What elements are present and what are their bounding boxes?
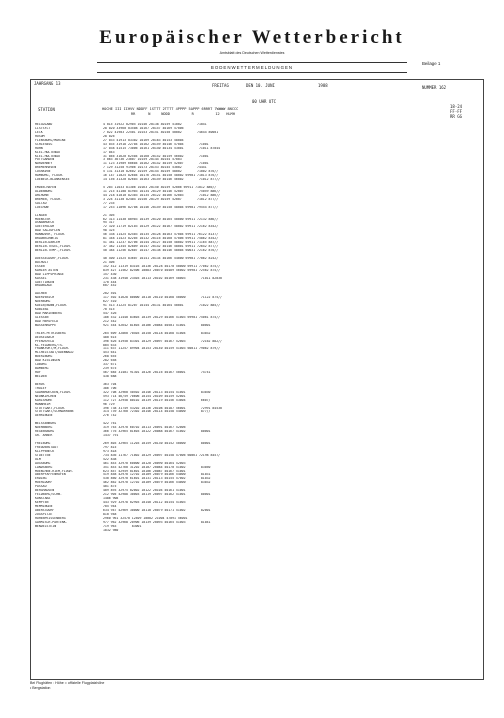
- station-name: KONSTANZ: [35, 497, 51, 501]
- station-name: COBURG: [35, 363, 47, 367]
- station-data: 623 857 42959 01601 10106 20087 40167 51001: [103, 469, 186, 473]
- station-data: 231 438 31940 23403 10113 20102 40169 58003 71011 82030: [103, 276, 222, 280]
- station-data: 409 893 32975 02002 10122 20104 40161 51001: [103, 489, 186, 493]
- station-data: 17 038 41515 73006 10161 20140 40134 53001 71011 87044: [103, 146, 221, 150]
- station-data: 202 501: [103, 292, 117, 296]
- code-header-1: HOCHE III IIHVV NDDFF 1STTT 2TTTT 4PPPP 5APPP 6RRRT 7WWWW 8NCCC: [102, 107, 239, 111]
- station-name: OBERPFAFFENHOFEN: [35, 473, 66, 477]
- section-rule: [97, 72, 407, 73]
- station-name: NEUNKIRCHEN: [35, 394, 57, 398]
- top-rule: [97, 62, 407, 63]
- station-data: 5 131 31310 82602 10159 20154 40159 58002 71002 876//: [103, 170, 219, 174]
- station-name: NUERBURG: [35, 300, 51, 304]
- station-name: MICHELSTADT/ODENWALD: [35, 351, 74, 355]
- station-data: 96 729: [103, 402, 115, 406]
- station-name: HUSUM: [35, 134, 45, 138]
- station-data: 627 510: [103, 300, 117, 304]
- station-data: 607 452: [103, 284, 117, 288]
- station-data: 522 838: [103, 457, 117, 461]
- station-data: 31 046 31620 62504 10160 20152 40159 56002 71001: [103, 154, 209, 158]
- station-data: 3 224 31130 82404 10156 20129 40159 52007 71012 877//: [103, 197, 219, 201]
- station-data: 567 685 31401 91301 10126 20116 40167 50001 74741: [103, 371, 211, 375]
- station-data: 21 305: [103, 213, 115, 217]
- station-data: 268 655: [103, 355, 117, 359]
- station-name: HOF: [35, 371, 41, 375]
- footer-notes: [30, 681, 104, 691]
- station-data: 337 671: [103, 363, 117, 367]
- station-data: 366 776 32965 01603 10122 20088 40167 51002 80001: [103, 430, 211, 434]
- station-data: 14 156 31320 82603 10163 20149 40146 56002 71012 877//: [103, 178, 221, 182]
- station-name: AUGSBURG: [35, 461, 51, 465]
- station-data: 186 532 11440 83603 10139 20129 40166 51003 69901 75061 875//: [103, 315, 221, 319]
- station-data: 170 444: [103, 280, 117, 284]
- station-data: 797 815: [103, 445, 117, 449]
- station-data: 70 515: [103, 308, 115, 312]
- station-data: 112 727 32958 80102 10139 20119 40156 53004 6607/: [103, 398, 211, 402]
- station-data: 239 675: [103, 367, 117, 371]
- station-data: 17 253 11096 82708 10146 20149 40150 58004 69901 79554 877//: [103, 205, 219, 209]
- station-name: WENDELSTEIN: [35, 524, 57, 528]
- station-name: ULM: [35, 457, 41, 461]
- station-name: OLDENBURG: [35, 189, 53, 193]
- date: DEN 10. JUNI: [246, 83, 275, 88]
- station-name: PFERDSFELD: [35, 339, 55, 343]
- station-name: [35, 529, 103, 533]
- station-name: GR. ARBER: [35, 434, 53, 438]
- weekday: FREITAG: [212, 83, 229, 88]
- station-name: TRIER-PETRISBERG: [35, 331, 66, 335]
- station-name: BAD LIPPSPRINGE: [35, 272, 64, 276]
- beilage-label: Beilage 1: [422, 61, 441, 66]
- station-data: 401 875: [103, 485, 117, 489]
- station-name: EMDEN-HAFEN: [35, 186, 57, 189]
- station-name: KOELN/BONN,FLUGH.: [35, 304, 68, 308]
- table-row: [35, 529, 423, 533]
- station-data: 152 412 11319 83103 10136 20128 40170 50000 69911 77062 875//: [103, 264, 221, 268]
- station-name: FRANKFURT/M,FLUGH.: [35, 347, 70, 351]
- station-table: [35, 123, 423, 533]
- station-name: MEMMINGEN: [35, 504, 53, 508]
- station-name: HAMBURG, FLUGH.: [35, 174, 64, 178]
- right-header-3: RR GG: [450, 114, 463, 119]
- station-data: 396 626 41950 83301 10129 20097 40167 52003 72162 882//: [103, 339, 222, 343]
- station-data: 111 637 11257 89904 10153 20140 40159 51003 60011 79062 879//: [103, 347, 221, 351]
- station-name: HELGOLAND: [35, 123, 53, 126]
- station-data: 21 406: [103, 260, 115, 264]
- station-data: 314 739 32760 72302 10146 20114 40158 54000 877//: [103, 410, 211, 414]
- station-data: 51 381 11237 82706 10144 20127 40150 58002 69911 71165 887//: [103, 241, 219, 245]
- station-data: 734 836 11767 71002 10129 20097 40158 57006 60061 72198 8457/: [103, 453, 221, 457]
- station-data: 1832 980: [103, 528, 119, 532]
- station-name: BERGHAUSEN: [35, 489, 55, 493]
- station-name: BERLIN-TEGEL,FLUGH.: [35, 245, 72, 249]
- station-data: 1437 791: [103, 434, 119, 438]
- station-data: 2960 961 32570 12409 10002 21004 47091 56001: [103, 516, 188, 520]
- station-data: 44 218 41010 82303 10135 20122 40166 52003 71012 886//: [103, 193, 221, 197]
- station-name: SOLTAU: [35, 201, 47, 205]
- station-data: 98 325: [103, 229, 115, 233]
- station-name: STUTTGART/SCHNARRENB: [35, 410, 74, 414]
- station-name: KARLSRUHE: [35, 398, 53, 402]
- station-data: 438 688: [103, 375, 117, 378]
- station-name: MANNHEIM: [35, 402, 51, 406]
- station-name: HOHN: [35, 146, 43, 150]
- station-data: 719 963 83001: [103, 524, 142, 528]
- station-name: KIEL-HOLTENAU: [35, 150, 60, 154]
- station-name: ERDING: [35, 477, 47, 481]
- station-data: 705 944: [103, 504, 117, 508]
- station-data: 91 513 31225 81207 10144 20131 40164 50001 71022 885//: [103, 304, 221, 308]
- station-data: 16 147 11025 82604 10176 20151 40150 58002 69901 71013 876//: [103, 174, 219, 178]
- station-name: STUTTGART,FLUGH.: [35, 406, 66, 410]
- station-name: NORDERNEY: [35, 162, 53, 166]
- station-name: FLENSBURG/MARINE: [35, 138, 66, 142]
- station-name: FREIBURG: [35, 441, 51, 445]
- station-data: 81 348 11423 82205 10132 20116 40160 57006 69911 75862 8352/: [103, 237, 219, 241]
- station-name: LINGEN: [35, 213, 47, 217]
- station-data: 973 818: [103, 449, 117, 453]
- station-name: OEHRINGEN: [35, 414, 53, 418]
- station-name: HANNOVER, FLUGH.: [35, 233, 66, 237]
- station-name: ESSEN: [35, 264, 45, 268]
- station-name: LUECHOW: [35, 205, 49, 209]
- footer-note-mountain: • Bergstation: [30, 686, 51, 690]
- station-data: 117 502 41628 80000 10110 20110 40168 50000 71122 875//: [103, 296, 222, 300]
- issue-number: NUMMER 162: [422, 85, 447, 90]
- station-data: 921 544 52642 81603 10106 20084 40501 51001 80001: [103, 323, 211, 327]
- station-name: BAD KISSINGEN: [35, 359, 60, 363]
- report-title: Europäischer Wetterbericht: [99, 27, 405, 48]
- station-name: AACHEN: [35, 292, 47, 296]
- station-data: 839 427 11562 82506 10083 20070 40489 56002 69901 72562 875//: [103, 268, 221, 272]
- station-data: 72 320 11719 82103 10129 20122 40167 58002 69911 72162 8352/: [103, 225, 219, 229]
- station-data: 810 948: [103, 512, 117, 516]
- station-name: WEIDEN: [35, 375, 47, 378]
- station-name: FELDBERG/SCHW.: [35, 493, 62, 497]
- station-name: THOLEY: [35, 386, 47, 390]
- station-data: 351 853 42760 31202 10107 20084 40170 51002 83050: [103, 465, 211, 469]
- station-name: BERLIN-DAHLEM: [35, 241, 60, 245]
- station-data: 977 962 32968 20906 10139 20093 40165 51003 81041: [103, 520, 211, 524]
- station-data: 3 063 36736 23007 10159 20144 40154 57003: [103, 158, 182, 162]
- station-name: FREUDENSTADT: [35, 445, 59, 449]
- station-name: LANDSBERG: [35, 465, 53, 469]
- station-data: 50 384 11256 82807 10147 20138 40146 58004 60031 72162 876//: [103, 249, 219, 252]
- station-data: 4 015 31922 02905 10146 20138 40159 51002 71041: [103, 123, 207, 126]
- section-title: BODENWETTERMELDUNGEN: [210, 65, 294, 70]
- col-label-station: STATION: [38, 107, 55, 112]
- station-name: STOETTEN: [35, 453, 51, 457]
- report-subtitle: Amtsblatt des Deutschen Wetterdienstes: [219, 51, 285, 55]
- station-name: OSNABRUECK: [35, 221, 55, 225]
- station-name: PUTTGARDEN: [35, 158, 55, 162]
- station-data: 11 123 31909 60604 10162 20142 40159 52007 71001: [103, 162, 209, 166]
- station-data: 28 020 33960 03508 10167 20157 40169 57006: [103, 126, 184, 130]
- station-data: 443 929 32978 02903 10140 20112 40154 51003: [103, 501, 186, 504]
- station-name: BAD MARIENBERG: [35, 312, 62, 315]
- station-name: DUESSELDORF,FLUGH.: [35, 256, 70, 260]
- station-name: BREMERHAVEN: [35, 166, 57, 170]
- station-name: MUENCHEN-RIEM,FLUGH.: [35, 469, 74, 473]
- station-data: 593 714 46/59 70606 10154 20109 40159 52001: [103, 394, 186, 398]
- station-name: SAARBRUECKEN,FLUGH.: [35, 390, 72, 394]
- station-name: KOBLENZ: [35, 308, 49, 312]
- station-name: PASSAU: [35, 485, 47, 489]
- station-data: 157 430: [103, 272, 117, 276]
- right-header-2: FF-FF: [450, 109, 463, 114]
- year: 1988: [318, 83, 328, 88]
- station-name: ZUGSPITZE: [35, 512, 53, 516]
- station-data: 453 641: [103, 351, 117, 355]
- station-name: CUXHAVEN: [35, 170, 51, 174]
- station-name: LECK: [35, 130, 43, 134]
- station-name: KAHLER ASTEN: [35, 268, 59, 272]
- station-name: SCHLESWIG: [35, 142, 53, 146]
- station-name: HOHENPEISSENBERG: [35, 516, 66, 520]
- station-name: GIESSEN: [35, 315, 49, 319]
- station-data: 530 860 32970 61601 10131 20113 40155 57002 81032: [103, 477, 211, 481]
- station-name: AHLHORN: [35, 193, 49, 197]
- station-name: KLIPPENECK: [35, 449, 55, 453]
- station-name: DEUSELBACH: [35, 335, 55, 339]
- station-data: 269 803 32965 11203 10159 20130 40152 50000 80001: [103, 441, 211, 445]
- station-data: 363 704: [103, 382, 117, 386]
- station-data: 480 615: [103, 335, 117, 339]
- station-data: 322 708 32960 50502 10146 20113 40154 51001 83030: [103, 390, 211, 394]
- station-data: 28 026: [103, 134, 115, 138]
- station-name: BERLIN-TEMP.,FLUGH.: [35, 249, 72, 252]
- station-data: 56 338 11425 82403 10135 20128 40163 57004 69911 76122 8137/: [103, 233, 219, 237]
- station-name: BAD HERSFELD: [35, 319, 59, 323]
- station-name: WASSERKUPPE: [35, 323, 57, 327]
- station-name: NOERVENICH: [35, 296, 55, 300]
- station-data: 634 947 42969 30000 10110 20079 40171 51002 82001: [103, 508, 211, 512]
- station-data: 77 235: [103, 201, 115, 205]
- station-name: LISTSYLT: [35, 126, 51, 130]
- station-data: 212 905 42988 30003 10119 20097 40162 51001 80001: [103, 493, 211, 497]
- station-data: 43 035 31918 22704 10162 20159 40146 57004 71001: [103, 142, 209, 146]
- station-name: KIEL-HOLTENAU: [35, 154, 60, 158]
- station-name: MUEHLDORF: [35, 481, 53, 485]
- jahrgang: JAHRGANG 13: [34, 81, 61, 86]
- station-name: BRAUNLAGE: [35, 284, 53, 288]
- station-data: 265 609 32860 70403 10150 20118 40168 51004 83032: [103, 331, 211, 335]
- station-data: 805 633: [103, 343, 117, 347]
- station-data: 212 542: [103, 319, 117, 323]
- station-name: MUENSTER: [35, 217, 51, 221]
- station-data: 276 742: [103, 414, 117, 418]
- station-data: 7 129 31250 91906 10173 20153 40145 53002 74441: [103, 166, 207, 170]
- station-name: KL.FELDBERG/TS.: [35, 343, 64, 347]
- station-name: BAD SALZUFLEN: [35, 229, 60, 233]
- station-name: REGENSBURG: [35, 430, 55, 434]
- station-name: KASSEL: [35, 276, 47, 280]
- station-data: 422 761: [103, 422, 117, 426]
- station-data: 461 853 32970 60000 10120 20090 40164 52003: [103, 461, 186, 465]
- station-data: 519 858 42970 12702 10109 20079 40166 54000 81031: [103, 473, 211, 477]
- station-data: 62 313 11430 80903 10139 20120 40165 50000 69911 72132 886//: [103, 217, 219, 221]
- station-data: 396 738 31749 53202 10136 20108 40187 56001 72991 84530: [103, 406, 222, 410]
- station-name: KEMPTEN: [35, 501, 49, 504]
- station-name: NUERNBERG: [35, 426, 53, 430]
- station-name: WEISSENBURG: [35, 422, 57, 426]
- station-data: 319 763 32970 60702 10113 20091 40167 52006: [103, 426, 186, 430]
- time-utc: 00 UHR UTC: [252, 99, 277, 104]
- code-header-2: RR N NDDD R 12 HLMH: [131, 112, 235, 116]
- station-name: BREMEN, FLUGH.: [35, 197, 62, 201]
- station-name: OBERSTDORF: [35, 508, 55, 512]
- station-data: 27 033 41913 03302 10169 20163 40153 58004: [103, 138, 184, 142]
- station-data: 462 862 42970 12702 10109 20079 40166 54000 83032: [103, 481, 211, 485]
- station-name: BOCHOLT: [35, 260, 49, 264]
- station-name: BERUS: [35, 382, 45, 386]
- station-name: GOETTINGEN: [35, 280, 55, 284]
- station-name: GARMISCH-PARTENK.: [35, 520, 68, 524]
- station-data: 386 706: [103, 386, 117, 390]
- station-name: BRAUNSCHWEIG: [35, 237, 59, 241]
- station-name: BAMBERG: [35, 367, 49, 371]
- station-name: LUEBECK-BLANKENSEE: [35, 178, 70, 182]
- station-data: 95 317: [103, 221, 115, 225]
- footer-note-airports: Bei Flughäfen : Höhe = offizielle Flugplatzhöhe: [30, 681, 105, 685]
- station-data: 40 400 11525 83607 10141 20134 40166 54000 69901 77062 8252/: [103, 256, 219, 260]
- station-data: 11 215 41108 81903 10134 20129 40146 52007 75059 886//: [103, 189, 221, 193]
- right-header-1: 18-24: [450, 104, 463, 109]
- station-data: 282 658: [103, 359, 117, 363]
- station-data: 547 526: [103, 312, 117, 315]
- station-data: 37 382 11345 82809 10147 20142 40146 58001 69911 72642 877//: [103, 245, 219, 249]
- station-data: 5 203 11033 81306 10163 20150 40159 52006 69911 71012 886//: [103, 186, 217, 189]
- station-name: WUERZBURG: [35, 355, 53, 359]
- station-name: GUETERSLOH: [35, 225, 55, 229]
- station-data: 7 022 41903 22501 10153 20151 40150 50002 74644 80001: [103, 130, 219, 134]
- station-data: 1486 908: [103, 497, 119, 501]
- station-data: 17 043: [103, 150, 115, 154]
